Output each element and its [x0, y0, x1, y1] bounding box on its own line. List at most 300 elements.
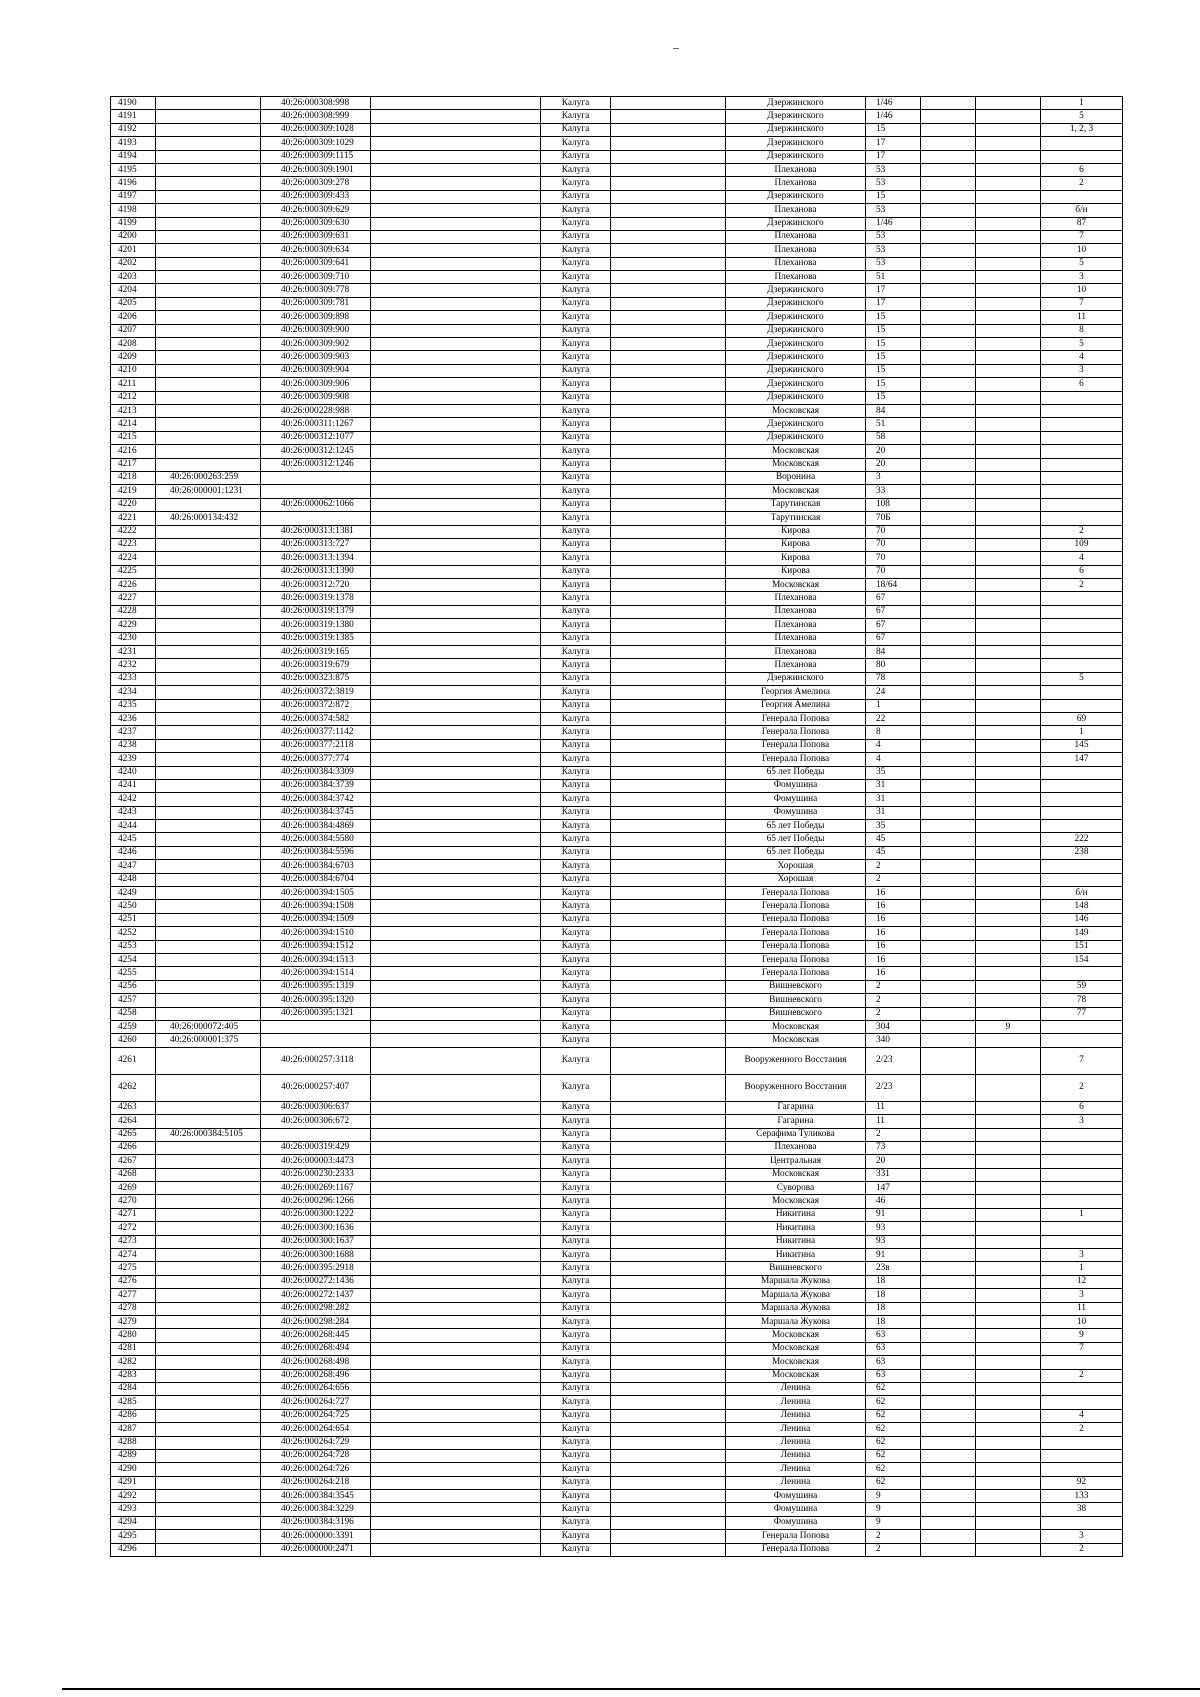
- cell-building-letter: [976, 378, 1041, 391]
- cell-row-number: 4262: [111, 1074, 156, 1101]
- cell-row-number: 4245: [111, 833, 156, 846]
- cell-city: Калуга: [541, 364, 611, 377]
- cell-land-cadastral-number: [156, 806, 261, 819]
- cell-street: Кирова: [726, 538, 866, 551]
- cell-house-number: 46: [866, 1195, 921, 1208]
- table-row: [111, 471, 1123, 484]
- cell-city: Калуга: [541, 1436, 611, 1449]
- cell-house-number: 2: [866, 980, 921, 993]
- cell-blank-column: [371, 726, 541, 739]
- cell-house-number: 33: [866, 485, 921, 498]
- table-row: [111, 1182, 1123, 1195]
- cell-city: Калуга: [541, 1530, 611, 1543]
- cell-house-number: 70: [866, 525, 921, 538]
- scan-mark: [673, 48, 679, 49]
- cell-house-number: 15: [866, 338, 921, 351]
- cell-building-cadastral-number: 40:26:000312:1246: [261, 458, 371, 471]
- cell-row-number: 4229: [111, 619, 156, 632]
- cell-building-cadastral-number: 40:26:000308:998: [261, 97, 371, 110]
- cell-building-letter: [976, 1396, 1041, 1409]
- cell-city: Калуга: [541, 1356, 611, 1369]
- cell-blank-column: [371, 110, 541, 123]
- cell-street: Маршала Жукова: [726, 1289, 866, 1302]
- cell-row-number: 4255: [111, 967, 156, 980]
- cell-house-number: 304: [866, 1020, 921, 1033]
- cell-blank-column-2: [611, 1302, 726, 1315]
- cell-building-cadastral-number: 40:26:000319:429: [261, 1141, 371, 1154]
- cell-street: Никитина: [726, 1249, 866, 1262]
- cell-blank-column-2: [611, 1356, 726, 1369]
- table-row: [111, 177, 1123, 190]
- cell-apartment-number: 7: [1041, 230, 1123, 243]
- cell-land-cadastral-number: [156, 404, 261, 417]
- cell-building-cadastral-number: 40:26:000313:1390: [261, 565, 371, 578]
- cell-building-cadastral-number: 40:26:000311:1267: [261, 418, 371, 431]
- cell-blank-column-2: [611, 980, 726, 993]
- cell-apartment-number: 3: [1041, 1249, 1123, 1262]
- cell-house-number: 17: [866, 137, 921, 150]
- cell-blank-column: [371, 1141, 541, 1154]
- cell-city: Калуга: [541, 1490, 611, 1503]
- cell-blank-column-3: [921, 311, 976, 324]
- cell-blank-column-3: [921, 900, 976, 913]
- cell-city: Калуга: [541, 1195, 611, 1208]
- cell-city: Калуга: [541, 887, 611, 900]
- cell-house-number: 53: [866, 177, 921, 190]
- cell-building-cadastral-number: 40:26:000309:903: [261, 351, 371, 364]
- cell-blank-column-2: [611, 498, 726, 511]
- cell-apartment-number: [1041, 766, 1123, 779]
- cell-building-cadastral-number: 40:26:000309:1029: [261, 137, 371, 150]
- table-row: [111, 284, 1123, 297]
- cell-blank-column-3: [921, 163, 976, 176]
- cell-blank-column: [371, 512, 541, 525]
- cell-blank-column-3: [921, 1101, 976, 1114]
- cell-blank-column-3: [921, 1208, 976, 1221]
- cell-blank-column-3: [921, 378, 976, 391]
- table-row: [111, 230, 1123, 243]
- cell-blank-column-2: [611, 753, 726, 766]
- cell-blank-column: [371, 967, 541, 980]
- cell-house-number: 31: [866, 793, 921, 806]
- cell-house-number: 84: [866, 646, 921, 659]
- cell-house-number: 24: [866, 686, 921, 699]
- table-row: [111, 1369, 1123, 1382]
- cell-land-cadastral-number: [156, 324, 261, 337]
- table-row: [111, 1249, 1123, 1262]
- cell-house-number: 51: [866, 271, 921, 284]
- cell-row-number: 4200: [111, 230, 156, 243]
- cell-land-cadastral-number: [156, 97, 261, 110]
- cell-apartment-number: [1041, 512, 1123, 525]
- table-row: [111, 418, 1123, 431]
- cell-city: Калуга: [541, 846, 611, 859]
- table-row: [111, 1423, 1123, 1436]
- cell-apartment-number: 78: [1041, 994, 1123, 1007]
- table-row: [111, 1329, 1123, 1342]
- cell-street: Фомушина: [726, 1503, 866, 1516]
- cell-apartment-number: 11: [1041, 1302, 1123, 1315]
- cell-land-cadastral-number: [156, 967, 261, 980]
- table-row: [111, 1222, 1123, 1235]
- cell-building-letter: [976, 404, 1041, 417]
- cell-blank-column: [371, 820, 541, 833]
- cell-blank-column-3: [921, 525, 976, 538]
- cell-building-cadastral-number: 40:26:000384:3739: [261, 779, 371, 792]
- cell-land-cadastral-number: [156, 1155, 261, 1168]
- cell-city: Калуга: [541, 753, 611, 766]
- cell-blank-column-2: [611, 846, 726, 859]
- cell-street: Генерала Попова: [726, 887, 866, 900]
- cell-building-letter: [976, 271, 1041, 284]
- cell-row-number: 4226: [111, 579, 156, 592]
- cell-row-number: 4228: [111, 605, 156, 618]
- cell-house-number: 9: [866, 1516, 921, 1529]
- cell-row-number: 4244: [111, 820, 156, 833]
- cell-blank-column-2: [611, 1020, 726, 1033]
- cell-city: Калуга: [541, 632, 611, 645]
- cell-blank-column-2: [611, 1289, 726, 1302]
- cell-land-cadastral-number: [156, 431, 261, 444]
- cell-street: Плеханова: [726, 271, 866, 284]
- cell-building-cadastral-number: 40:26:000309:1901: [261, 163, 371, 176]
- cell-blank-column: [371, 1490, 541, 1503]
- cell-house-number: 18: [866, 1289, 921, 1302]
- cell-row-number: 4273: [111, 1235, 156, 1248]
- cell-building-cadastral-number: 40:26:000268:496: [261, 1369, 371, 1382]
- cell-blank-column: [371, 351, 541, 364]
- cell-building-letter: [976, 1128, 1041, 1141]
- cell-blank-column-2: [611, 619, 726, 632]
- cell-blank-column: [371, 431, 541, 444]
- table-row: [111, 913, 1123, 926]
- cell-city: Калуга: [541, 150, 611, 163]
- table-row: [111, 163, 1123, 176]
- cell-blank-column-3: [921, 833, 976, 846]
- cell-land-cadastral-number: [156, 793, 261, 806]
- cell-street: Ленина: [726, 1476, 866, 1489]
- cell-city: Калуга: [541, 1034, 611, 1047]
- cell-blank-column: [371, 592, 541, 605]
- cell-blank-column-3: [921, 431, 976, 444]
- cell-building-cadastral-number: 40:26:000309:1028: [261, 123, 371, 136]
- cell-land-cadastral-number: [156, 994, 261, 1007]
- cell-land-cadastral-number: [156, 646, 261, 659]
- cell-row-number: 4218: [111, 471, 156, 484]
- cell-apartment-number: [1041, 686, 1123, 699]
- cell-city: Калуга: [541, 1249, 611, 1262]
- cell-blank-column: [371, 1396, 541, 1409]
- cell-city: Калуга: [541, 1222, 611, 1235]
- table-row: [111, 1168, 1123, 1181]
- cell-street: Плеханова: [726, 244, 866, 257]
- cell-building-cadastral-number: 40:26:000264:728: [261, 1449, 371, 1462]
- table-row: [111, 1463, 1123, 1476]
- cell-building-letter: [976, 418, 1041, 431]
- cell-blank-column-3: [921, 110, 976, 123]
- cell-city: Калуга: [541, 1463, 611, 1476]
- cell-blank-column: [371, 498, 541, 511]
- cell-land-cadastral-number: [156, 1329, 261, 1342]
- cell-house-number: 53: [866, 204, 921, 217]
- cell-building-letter: [976, 1034, 1041, 1047]
- cell-blank-column-3: [921, 1315, 976, 1328]
- cell-apartment-number: 149: [1041, 927, 1123, 940]
- cell-row-number: 4210: [111, 364, 156, 377]
- cell-street: Гагарина: [726, 1115, 866, 1128]
- cell-row-number: 4236: [111, 712, 156, 725]
- cell-house-number: 63: [866, 1329, 921, 1342]
- cell-blank-column-2: [611, 1396, 726, 1409]
- cell-city: Калуга: [541, 257, 611, 270]
- cell-building-cadastral-number: 40:26:000377:1142: [261, 726, 371, 739]
- cell-blank-column: [371, 1047, 541, 1074]
- cell-city: Калуга: [541, 190, 611, 203]
- cell-building-cadastral-number: [261, 1020, 371, 1033]
- cell-blank-column-2: [611, 1141, 726, 1154]
- cell-building-letter: [976, 632, 1041, 645]
- cell-city: Калуга: [541, 1128, 611, 1141]
- cell-row-number: 4265: [111, 1128, 156, 1141]
- cell-building-letter: [976, 927, 1041, 940]
- cell-building-cadastral-number: 40:26:000395:1319: [261, 980, 371, 993]
- table-row: [111, 137, 1123, 150]
- cell-blank-column: [371, 391, 541, 404]
- cell-apartment-number: 8: [1041, 324, 1123, 337]
- cell-building-letter: [976, 364, 1041, 377]
- cell-row-number: 4227: [111, 592, 156, 605]
- cell-blank-column-2: [611, 779, 726, 792]
- cell-blank-column-3: [921, 123, 976, 136]
- table-row: [111, 699, 1123, 712]
- cell-building-letter: [976, 887, 1041, 900]
- cell-blank-column: [371, 954, 541, 967]
- cell-blank-column-2: [611, 458, 726, 471]
- cell-row-number: 4208: [111, 338, 156, 351]
- table-row: [111, 485, 1123, 498]
- cell-apartment-number: [1041, 873, 1123, 886]
- cell-building-cadastral-number: 40:26:000395:2918: [261, 1262, 371, 1275]
- cell-building-cadastral-number: 40:26:000309:902: [261, 338, 371, 351]
- cell-house-number: 2: [866, 1530, 921, 1543]
- cell-building-cadastral-number: 40:26:000300:1636: [261, 1222, 371, 1235]
- cell-street: Московская: [726, 1168, 866, 1181]
- cell-land-cadastral-number: [156, 391, 261, 404]
- cell-street: Ленина: [726, 1463, 866, 1476]
- cell-apartment-number: б/н: [1041, 887, 1123, 900]
- cell-row-number: 4238: [111, 739, 156, 752]
- cell-apartment-number: 151: [1041, 940, 1123, 953]
- cell-street: Фомушина: [726, 1516, 866, 1529]
- cell-blank-column: [371, 994, 541, 1007]
- cell-blank-column: [371, 297, 541, 310]
- cell-city: Калуга: [541, 324, 611, 337]
- cell-building-letter: [976, 110, 1041, 123]
- cell-building-cadastral-number: 40:26:000062:1066: [261, 498, 371, 511]
- cell-blank-column-3: [921, 994, 976, 1007]
- table-row: [111, 1356, 1123, 1369]
- cell-building-cadastral-number: [261, 485, 371, 498]
- cell-blank-column-2: [611, 632, 726, 645]
- cell-apartment-number: 2: [1041, 1423, 1123, 1436]
- cell-blank-column-3: [921, 980, 976, 993]
- cell-street: Московская: [726, 1369, 866, 1382]
- cell-blank-column-2: [611, 806, 726, 819]
- table-row: [111, 646, 1123, 659]
- table-row: [111, 739, 1123, 752]
- cell-blank-column-2: [611, 1168, 726, 1181]
- cell-blank-column-3: [921, 605, 976, 618]
- cell-blank-column: [371, 646, 541, 659]
- cell-street: Московская: [726, 1342, 866, 1355]
- cell-city: Калуга: [541, 177, 611, 190]
- cell-blank-column: [371, 1208, 541, 1221]
- cell-blank-column: [371, 244, 541, 257]
- cell-blank-column: [371, 860, 541, 873]
- cell-house-number: 53: [866, 163, 921, 176]
- cell-land-cadastral-number: [156, 498, 261, 511]
- cell-building-letter: [976, 1302, 1041, 1315]
- cell-city: Калуга: [541, 619, 611, 632]
- table-row: [111, 994, 1123, 1007]
- cell-building-cadastral-number: 40:26:000268:494: [261, 1342, 371, 1355]
- cell-house-number: 22: [866, 712, 921, 725]
- cell-house-number: 18/64: [866, 579, 921, 592]
- cell-building-cadastral-number: 40:26:000268:445: [261, 1329, 371, 1342]
- cell-land-cadastral-number: [156, 887, 261, 900]
- cell-blank-column-3: [921, 1235, 976, 1248]
- cell-city: Калуга: [541, 779, 611, 792]
- table-row: [111, 1208, 1123, 1221]
- cell-land-cadastral-number: [156, 1289, 261, 1302]
- cell-apartment-number: 133: [1041, 1490, 1123, 1503]
- cell-building-cadastral-number: 40:26:000395:1320: [261, 994, 371, 1007]
- cell-blank-column-3: [921, 592, 976, 605]
- cell-blank-column-2: [611, 1115, 726, 1128]
- cell-street: Плеханова: [726, 659, 866, 672]
- cell-blank-column-3: [921, 1329, 976, 1342]
- cell-row-number: 4274: [111, 1249, 156, 1262]
- cell-blank-column-3: [921, 257, 976, 270]
- cell-blank-column-3: [921, 672, 976, 685]
- cell-street: Георгия Амелина: [726, 699, 866, 712]
- cell-land-cadastral-number: [156, 150, 261, 163]
- cell-apartment-number: [1041, 431, 1123, 444]
- cell-building-cadastral-number: 40:26:000300:1637: [261, 1235, 371, 1248]
- table-row: [111, 579, 1123, 592]
- cell-land-cadastral-number: [156, 686, 261, 699]
- cell-land-cadastral-number: [156, 538, 261, 551]
- cell-blank-column-2: [611, 324, 726, 337]
- cell-apartment-number: [1041, 1356, 1123, 1369]
- cell-blank-column-3: [921, 887, 976, 900]
- cell-street: Вооруженного Восстания: [726, 1047, 866, 1074]
- cell-city: Калуга: [541, 284, 611, 297]
- cell-row-number: 4243: [111, 806, 156, 819]
- cell-house-number: 2/23: [866, 1074, 921, 1101]
- cell-land-cadastral-number: [156, 257, 261, 270]
- cell-blank-column-2: [611, 378, 726, 391]
- cell-house-number: 16: [866, 927, 921, 940]
- cell-street: Генерала Попова: [726, 712, 866, 725]
- table-row: [111, 873, 1123, 886]
- cell-apartment-number: 92: [1041, 1476, 1123, 1489]
- cell-blank-column-3: [921, 137, 976, 150]
- cell-street: Кирова: [726, 525, 866, 538]
- cell-land-cadastral-number: [156, 779, 261, 792]
- cell-row-number: 4285: [111, 1396, 156, 1409]
- cell-building-cadastral-number: 40:26:000384:5596: [261, 846, 371, 859]
- cell-building-letter: [976, 1208, 1041, 1221]
- cell-blank-column-3: [921, 1516, 976, 1529]
- cell-house-number: 2: [866, 994, 921, 1007]
- table-row: [111, 833, 1123, 846]
- cell-blank-column-2: [611, 1047, 726, 1074]
- cell-building-letter: [976, 552, 1041, 565]
- cell-land-cadastral-number: [156, 1503, 261, 1516]
- cell-blank-column: [371, 163, 541, 176]
- cell-building-letter: [976, 779, 1041, 792]
- cell-row-number: 4251: [111, 913, 156, 926]
- cell-land-cadastral-number: [156, 1101, 261, 1114]
- cell-apartment-number: 1: [1041, 97, 1123, 110]
- cell-blank-column-3: [921, 177, 976, 190]
- cell-building-letter: [976, 940, 1041, 953]
- cell-street: Суворова: [726, 1182, 866, 1195]
- cell-building-cadastral-number: 40:26:000309:641: [261, 257, 371, 270]
- cell-apartment-number: [1041, 471, 1123, 484]
- cell-blank-column-3: [921, 1530, 976, 1543]
- cell-blank-column: [371, 1369, 541, 1382]
- cell-street: Георгия Амелина: [726, 686, 866, 699]
- cell-building-cadastral-number: 40:26:000319:1378: [261, 592, 371, 605]
- cell-land-cadastral-number: [156, 592, 261, 605]
- cell-building-letter: [976, 525, 1041, 538]
- cell-row-number: 4201: [111, 244, 156, 257]
- cell-building-cadastral-number: 40:26:000384:5580: [261, 833, 371, 846]
- cell-building-letter: [976, 1235, 1041, 1248]
- table-row: [111, 1476, 1123, 1489]
- cell-blank-column-3: [921, 632, 976, 645]
- cell-street: Плеханова: [726, 257, 866, 270]
- cell-land-cadastral-number: [156, 137, 261, 150]
- cell-apartment-number: [1041, 418, 1123, 431]
- cell-blank-column-3: [921, 753, 976, 766]
- cell-blank-column-3: [921, 940, 976, 953]
- cell-city: Калуга: [541, 1543, 611, 1556]
- table-row: [111, 954, 1123, 967]
- cell-building-cadastral-number: 40:26:000384:4869: [261, 820, 371, 833]
- cell-land-cadastral-number: [156, 833, 261, 846]
- cell-blank-column: [371, 579, 541, 592]
- cell-row-number: 4223: [111, 538, 156, 551]
- cell-blank-column-2: [611, 605, 726, 618]
- cell-street: 65 лет Победы: [726, 766, 866, 779]
- cell-blank-column-3: [921, 1195, 976, 1208]
- cell-street: Дзержинского: [726, 217, 866, 230]
- cell-row-number: 4214: [111, 418, 156, 431]
- cell-apartment-number: 6: [1041, 565, 1123, 578]
- cell-apartment-number: [1041, 1396, 1123, 1409]
- cell-building-cadastral-number: 40:26:000394:1508: [261, 900, 371, 913]
- cell-blank-column-2: [611, 110, 726, 123]
- cell-blank-column-2: [611, 1101, 726, 1114]
- cell-apartment-number: [1041, 445, 1123, 458]
- cell-row-number: 4205: [111, 297, 156, 310]
- cell-blank-column-2: [611, 1235, 726, 1248]
- cell-apartment-number: [1041, 1034, 1123, 1047]
- cell-apartment-number: [1041, 967, 1123, 980]
